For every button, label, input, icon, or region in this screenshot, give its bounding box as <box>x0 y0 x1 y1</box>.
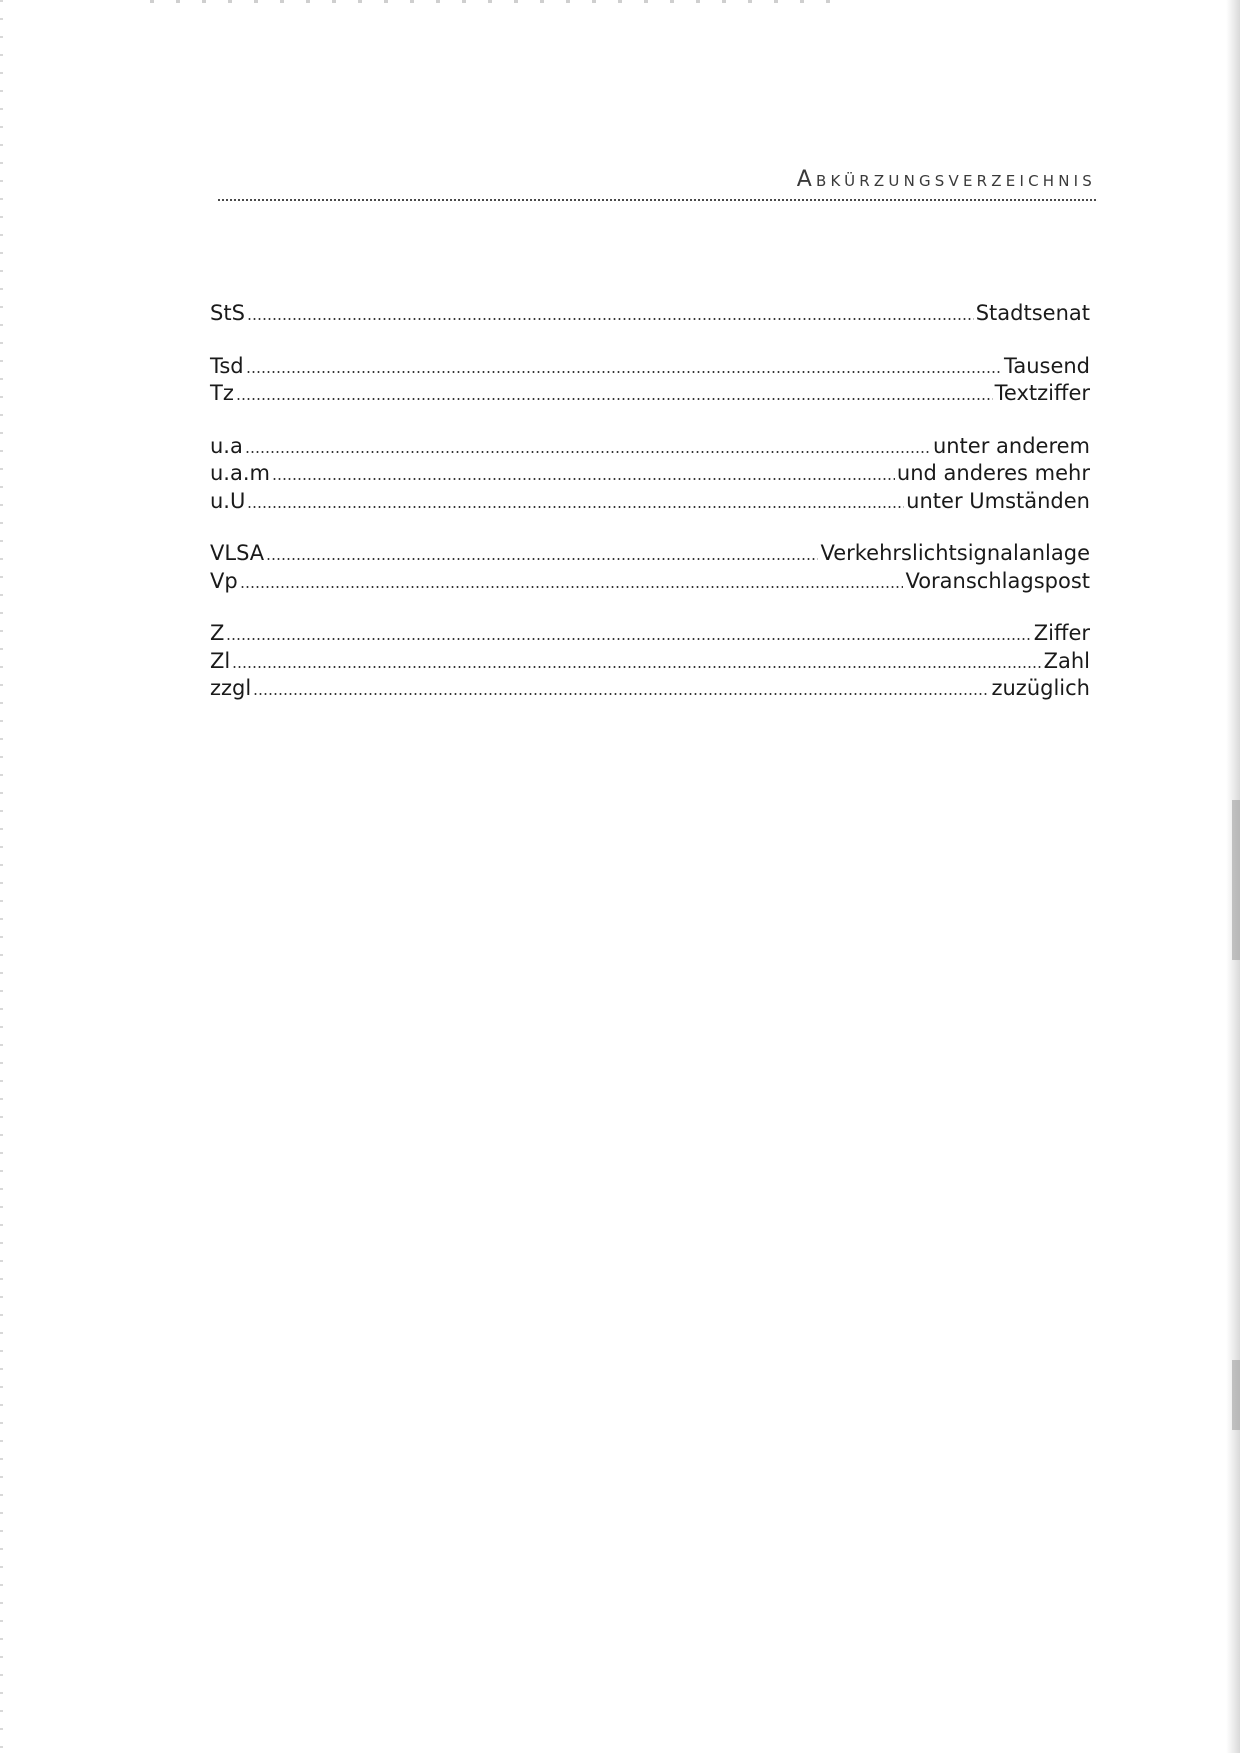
dot-leader <box>240 582 904 588</box>
dot-leader <box>226 634 1031 640</box>
list-item <box>210 648 1090 676</box>
abbreviation-group-u <box>210 433 1090 516</box>
dot-leader <box>236 394 993 400</box>
list-item <box>210 380 1090 408</box>
scan-edge-right <box>1226 0 1240 1753</box>
header-dotted-rule <box>218 199 1096 201</box>
list-item <box>210 353 1090 381</box>
list-item <box>210 568 1090 596</box>
meaning: Ziffer <box>1033 621 1090 645</box>
abbreviation: u.U <box>210 488 246 513</box>
meaning: unter anderem <box>932 433 1090 458</box>
meaning: Voranschlagspost <box>905 568 1090 593</box>
page-header <box>218 166 1096 206</box>
list-item <box>210 488 1090 516</box>
abbreviation: u.a.m <box>210 461 270 485</box>
dot-leader <box>253 689 989 695</box>
meaning: Stadtsenat <box>975 301 1090 325</box>
abbreviation: VLSA <box>210 541 265 565</box>
list-item <box>210 433 1090 461</box>
meaning: Zahl <box>1043 648 1090 673</box>
abbreviation: Zl <box>210 648 231 673</box>
dot-leader <box>246 367 1002 373</box>
meaning: zuzüglich <box>991 676 1090 700</box>
meaning: Textziffer <box>994 381 1090 405</box>
abbreviation-group-v <box>210 540 1090 595</box>
abbreviation-group-z <box>210 620 1090 703</box>
scan-artifact-top <box>150 0 850 3</box>
abbreviation: Tsd <box>210 353 244 378</box>
meaning: Tausend <box>1003 353 1090 378</box>
list-item <box>210 620 1090 648</box>
dot-leader <box>247 502 904 508</box>
meaning: Verkehrslichtsignalanlage <box>820 541 1090 565</box>
scan-artifact-left <box>0 0 3 1753</box>
dot-leader <box>247 314 974 320</box>
meaning: unter Umständen <box>906 488 1090 513</box>
list-item <box>210 675 1090 703</box>
dot-leader <box>266 554 818 560</box>
abbreviation: StS <box>210 301 245 325</box>
abbreviation-list <box>210 300 1090 728</box>
abbreviation-group-s <box>210 300 1090 328</box>
abbreviation: u.a <box>210 433 243 458</box>
abbreviation: Tz <box>210 381 234 405</box>
abbreviation-group-t <box>210 353 1090 408</box>
page-title: Abkürzungsverzeichnis <box>796 167 1096 192</box>
abbreviation: Z <box>210 621 225 645</box>
list-item <box>210 460 1090 488</box>
abbreviation: Vp <box>210 568 238 593</box>
meaning: und anderes mehr <box>896 461 1090 485</box>
dot-leader <box>232 662 1041 668</box>
list-item <box>210 300 1090 328</box>
dot-leader <box>272 474 895 480</box>
list-item <box>210 540 1090 568</box>
dot-leader <box>245 447 931 453</box>
abbreviation: zzgl <box>210 676 252 700</box>
